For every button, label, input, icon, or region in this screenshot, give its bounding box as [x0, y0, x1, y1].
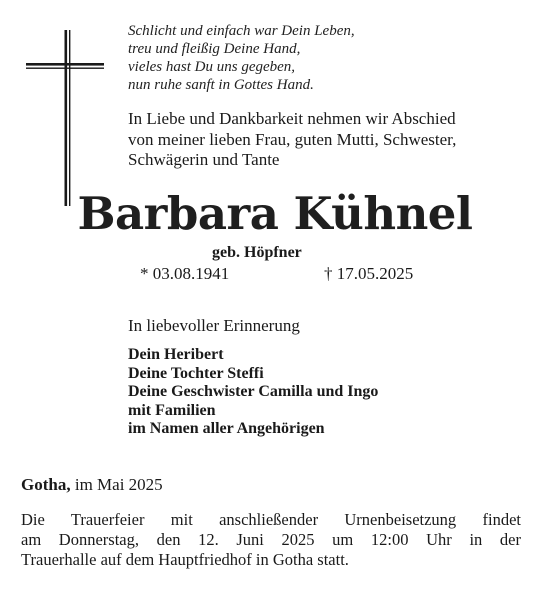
- deceased-name: Barbara Kühnel: [77, 187, 473, 240]
- mourners-list: [128, 346, 378, 439]
- service-line: am Donnerstag, den 12. Juni 2025 um 12:00 Uhr in der: [21, 530, 521, 549]
- mourner: im Namen aller Angehörigen: [128, 420, 325, 437]
- mourner: Deine Geschwister Camilla und Ingo: [128, 383, 379, 400]
- cross-icon: [26, 30, 104, 206]
- intro-line: von meiner lieben Frau, guten Mutti, Schwester,: [128, 129, 457, 149]
- birth-date: * 03.08.1941: [140, 264, 230, 283]
- place-month: im Mai 2025: [74, 475, 163, 494]
- place-city: Gotha,: [21, 475, 71, 494]
- mourner: Dein Heribert: [128, 346, 224, 363]
- service-line: Trauerhalle auf dem Hauptfriedhof in Gotha statt.: [21, 550, 349, 569]
- poem-line: nun ruhe sanft in Gottes Hand.: [128, 77, 314, 93]
- funeral-service-info: [21, 510, 521, 570]
- service-line: Die Trauerfeier mit anschließender Urnenbeisetzung findet: [21, 510, 521, 529]
- poem-line: Schlicht und einfach war Dein Leben,: [128, 23, 355, 39]
- death-date: † 17.05.2025: [324, 264, 414, 283]
- mourner: Deine Tochter Steffi: [128, 364, 264, 382]
- memory-heading: In liebevoller Erinnerung: [128, 316, 300, 335]
- maiden-name: geb. Höpfner: [212, 244, 302, 261]
- farewell-intro: [128, 109, 548, 171]
- intro-line: Schwägerin und Tante: [128, 150, 280, 169]
- poem-line: treu und fleißig Deine Hand,: [128, 41, 301, 57]
- poem-verse: [128, 22, 508, 94]
- intro-line: In Liebe und Dankbarkeit nehmen wir Abschied: [128, 109, 456, 128]
- poem-line: vieles hast Du uns gegeben,: [128, 59, 296, 75]
- place-date: [21, 475, 163, 495]
- mourner: mit Familien: [128, 401, 216, 419]
